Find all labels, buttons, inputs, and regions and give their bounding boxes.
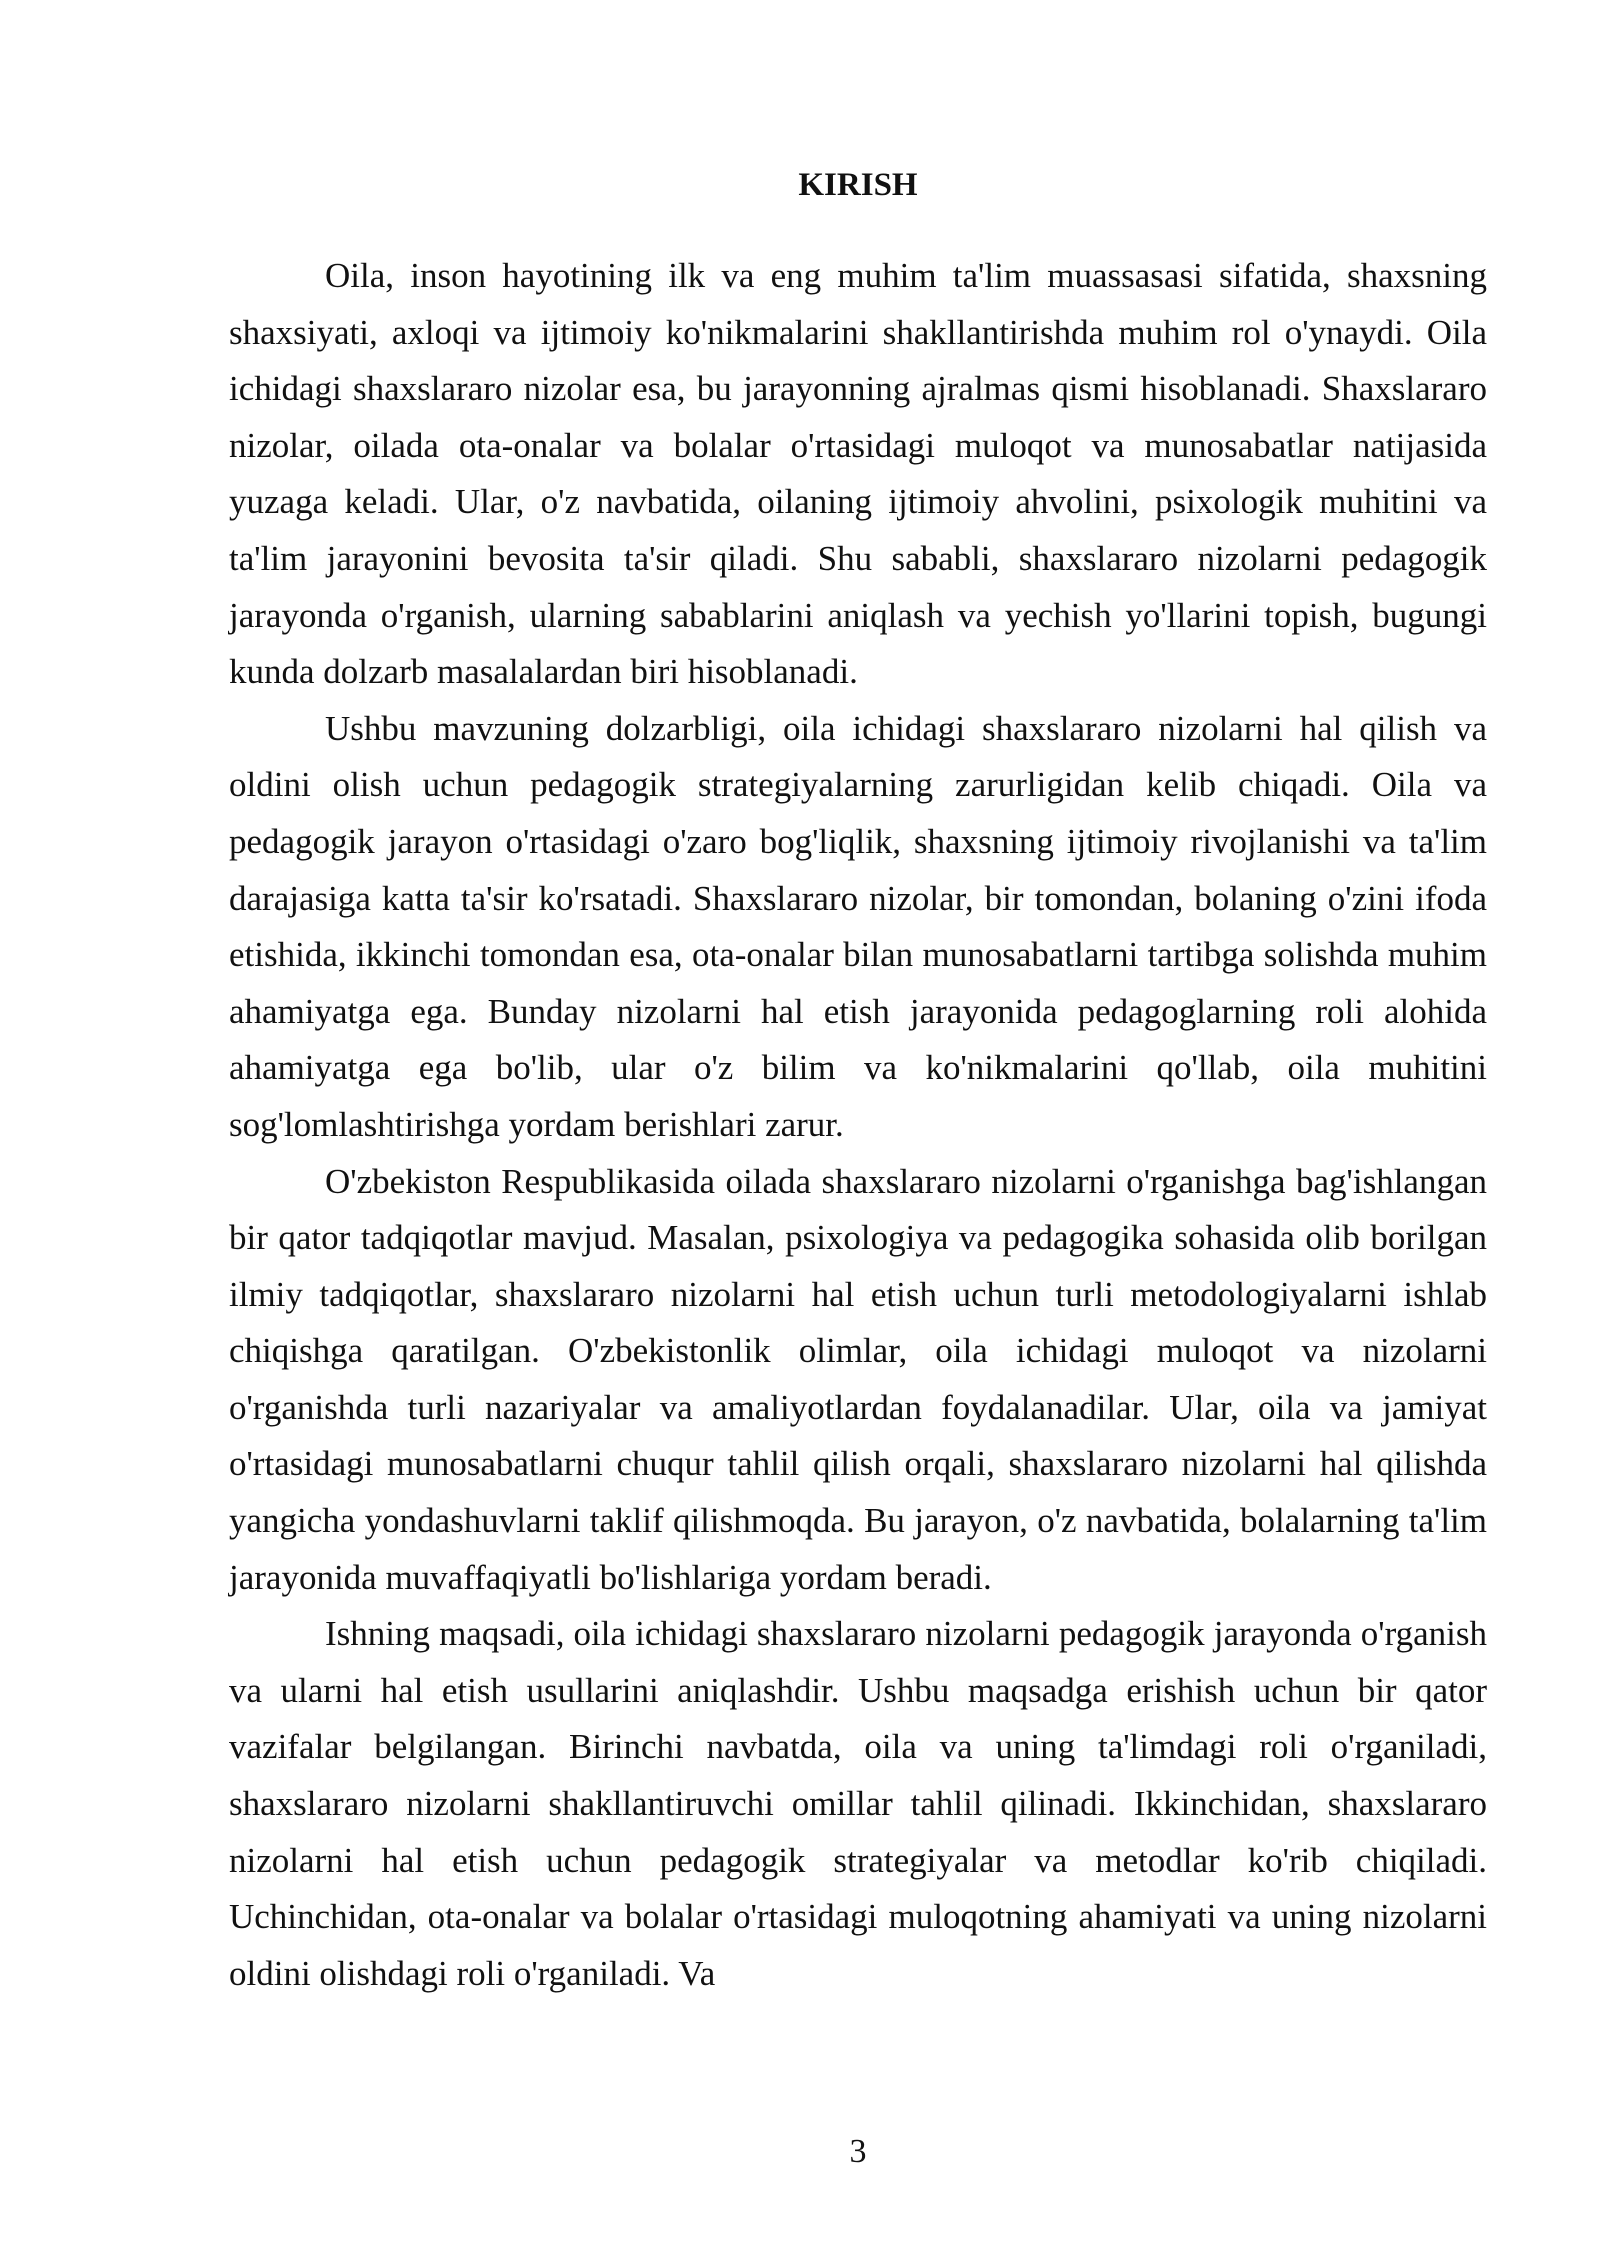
page-number: 3 (849, 2133, 867, 2170)
paragraph-2: Ushbu mavzuning dolzarbligi, oila ichidagi shaxslararo nizolarni hal qilish va oldini olish uchun pedagogik strategiyalarning zarurligidan kelib chiqadi. Oila va pedagogik jarayon o'rtasidagi o'zaro bog'liqlik, shaxsning ijtimoiy rivojlanishi va ta'lim darajasiga katta ta'sir ko'rsatadi. Shaxslararo nizolar, bir tomondan, bolaning o'zini ifoda etishida, ikkinchi tomondan esa, ota-onalar bilan munosabatlarni tartibga solishda muhim ahamiyatga ega. Bunday nizolarni hal etish jarayonida pedagoglarning roli alohida ahamiyatga ega bo'lib, ular o'z bilim va ko'nikmalarini qo'llab, oila muhitini sog'lomlashtirishga yordam berishlari zarur. (229, 708, 1487, 1144)
body-text (229, 248, 1487, 2002)
paragraph-4: Ishning maqsadi, oila ichidagi shaxslararo nizolarni pedagogik jarayonda o'rganish va ularni hal etish usullarini aniqlashdir. Ushbu maqsadga erishish uchun bir qator vazifalar belgilangan. Birinchi navbatda, oila va uning ta'limdagi roli o'rganiladi, shaxslararo nizolarni shakllantiruvchi omillar tahlil qilinadi. Ikkinchidan, shaxslararo nizolarni hal etish uchun pedagogik strategiyalar va metodlar ko'rib chiqiladi. Uchinchidan, ota-onalar va bolalar o'rtasidagi muloqotning ahamiyati va uning nizolarni oldini olishdagi roli o'rganiladi. Va (229, 1614, 1487, 1993)
page-title: KIRISH (798, 167, 918, 203)
paragraph-1: Oila, inson hayotining ilk va eng muhim ta'lim muassasasi sifatida, shaxsning shaxsiyati, axloqi va ijtimoiy ko'nikmalarini shakllantirishda muhim rol o'ynaydi. Oila ichidagi shaxslararo nizolar esa, bu jarayonning ajralmas qismi hisoblanadi. Shaxslararo nizolar, oilada ota-onalar va bolalar o'rtasidagi muloqot va munosabatlar natijasida yuzaga keladi. Ular, o'z navbatida, oilaning ijtimoiy ahvolini, psixologik muhitini va ta'lim jarayonini bevosita ta'sir qiladi. Shu sababli, shaxslararo nizolarni pedagogik jarayonda o'rganish, ularning sabablarini aniqlash va yechish yo'llarini topish, bugungi kunda dolzarb masalalardan biri hisoblanadi. (229, 256, 1487, 692)
paragraph-3: O'zbekiston Respublikasida oilada shaxslararo nizolarni o'rganishga bag'ishlangan bir qator tadqiqotlar mavjud. Masalan, psixologiya va pedagogika sohasida olib borilgan ilmiy tadqiqotlar, shaxslararo nizolarni hal etish uchun turli metodologiyalarni ishlab chiqishga qaratilgan. O'zbekistonlik olimlar, oila ichidagi muloqot va nizolarni o'rganishda turli nazariyalar va amaliyotlardan foydalanadilar. Ular, oila va jamiyat o'rtasidagi munosabatlarni chuqur tahlil qilish orqali, shaxslararo nizolarni hal qilishda yangicha yondashuvlarni taklif qilishmoqda. Bu jarayon, o'z navbatida, bolalarning ta'lim jarayonida muvaffaqiyatli bo'lishlariga yordam beradi. (229, 1161, 1487, 1597)
